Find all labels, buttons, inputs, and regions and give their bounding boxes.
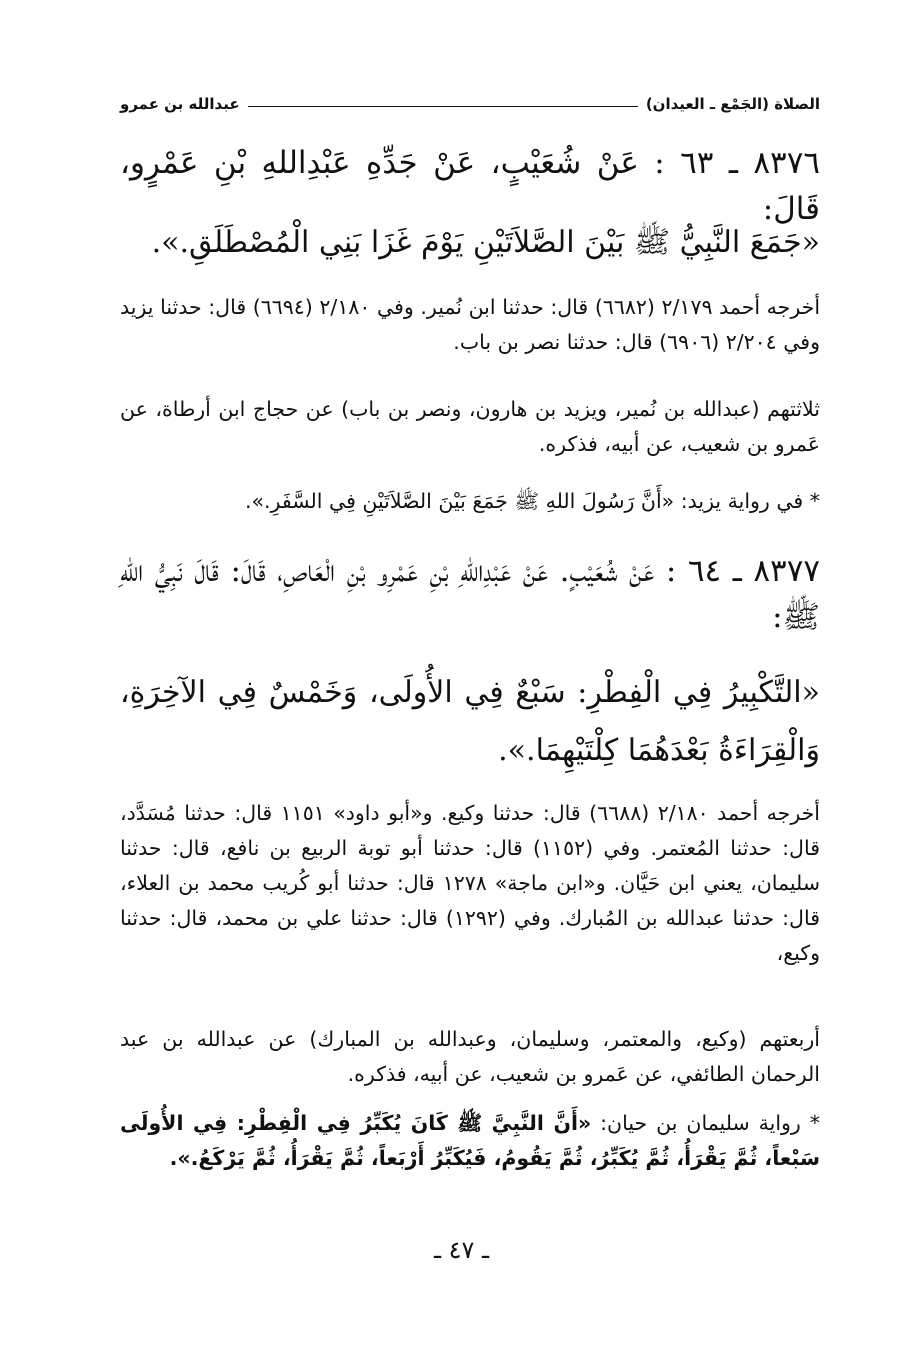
- note-prefix: * رواية سليمان بن حيان:: [591, 1111, 820, 1135]
- hadith-8376-chain: ثلاثتهم (عبدالله بن نُمير، ويزيد بن هارون، ونصر بن باب) عن حجاج ابن أرطاة، عن عَمرو بن شعيب، عن أبيه، فذكره.: [120, 397, 820, 456]
- note-text: «أَنَّ رَسُولَ اللهِ ﷺ جَمَعَ بَيْنَ الصَّلاَتَيْنِ فِي السَّفَرِ.».: [244, 489, 675, 513]
- hadith-8376-heading: ٨٣٧٦ ـ ٦٣ : عَنْ شُعَيْبٍ، عَنْ جَدِّهِ عَبْدِاللهِ بْنِ عَمْرٍو، قَالَ:: [120, 145, 820, 227]
- note-text: «أَنَّ النَّبِيَّ ﷺ كَانَ يُكَبِّرُ فِي الْفِطْرِ: فِي الأُولَى سَبْعاً، ثُمَّ يَقْرَأُ، ثُمَّ يُكَبِّرُ، ثُمَّ يَقُومُ، فَيُكَبِّرُ أَرْبَعاً، ثُمَّ يَقْرَأُ، ثُمَّ يَرْكَعُ.».: [120, 1111, 820, 1170]
- chapter-title: الصلاة (الجَمْع ـ العيدان): [645, 95, 820, 113]
- hadith-8377-text: «التَّكْبِيرُ فِي الْفِطْرِ: سَبْعٌ فِي الأُولَى، وَخَمْسٌ فِي الآخِرَةِ، وَالْقِرَاءَةُ بَعْدَهُمَا كِلْتَيْهِمَا.».: [120, 675, 820, 768]
- narrator-title: عبدالله بن عمرو: [120, 95, 240, 113]
- page-number: ـ ٤٧ ـ: [433, 1236, 490, 1264]
- hadith-8377-heading: ٨٣٧٧ ـ ٦٤ : عَنْ شُعَيْبٍ. عَنْ عَبْدِاللهِ بْنِ عَمْرِو بْنِ الْعَاصِ، قَالَ: قَالَ نَبِيُّ اللهِ ﷺ:: [120, 553, 820, 635]
- hadith-8376-text: «جَمَعَ النَّبِيُّ ﷺ بَيْنَ الصَّلاَتَيْنِ يَوْمَ غَزَا بَنِي الْمُصْطَلَقِ.».: [151, 225, 820, 260]
- header-rule: [248, 106, 638, 107]
- hadith-8377-note: [120, 1106, 820, 1176]
- hadith-8377-takhrij: أخرجه أحمد ٢/١٨٠ (٦٦٨٨) قال: حدثنا وكيع. و«أبو داود» ١١٥١ قال: حدثنا مُسَدَّد، قال: حدثنا المُعتمر. وفي (١١٥٢) قال: حدثنا أبو توبة الربيع بن نافع، قال: حدثنا سليمان، يعني ابن حَيَّان. و«ابن ماجة» ١٢٧٨ قال: حدثنا أبو كُريب محمد بن العلاء، قال: حدثنا عبدالله بن المُبارك. وفي (١٢٩٢) قال: حدثنا علي بن محمد، قال: حدثنا وكيع،: [120, 801, 821, 965]
- note-prefix: * في رواية يزيد:: [674, 489, 820, 513]
- hadith-8377-chain: أربعتهم (وكيع، والمعتمر، وسليمان، وعبدالله بن المبارك) عن عبدالله بن عبد الرحمان الطائفي، عن عَمرو بن شعيب، عن أبيه، فذكره.: [120, 1027, 820, 1086]
- hadith-8376-takhrij: أخرجه أحمد ٢/١٧٩ (٦٦٨٢) قال: حدثنا ابن نُمير. وفي ٢/١٨٠ (٦٦٩٤) قال: حدثنا يزيد وفي ٢/٢٠٤ (٦٩٠٦) قال: حدثنا نصر بن باب.: [120, 295, 821, 354]
- running-header: [120, 92, 820, 116]
- hadith-8376-note: [120, 484, 820, 519]
